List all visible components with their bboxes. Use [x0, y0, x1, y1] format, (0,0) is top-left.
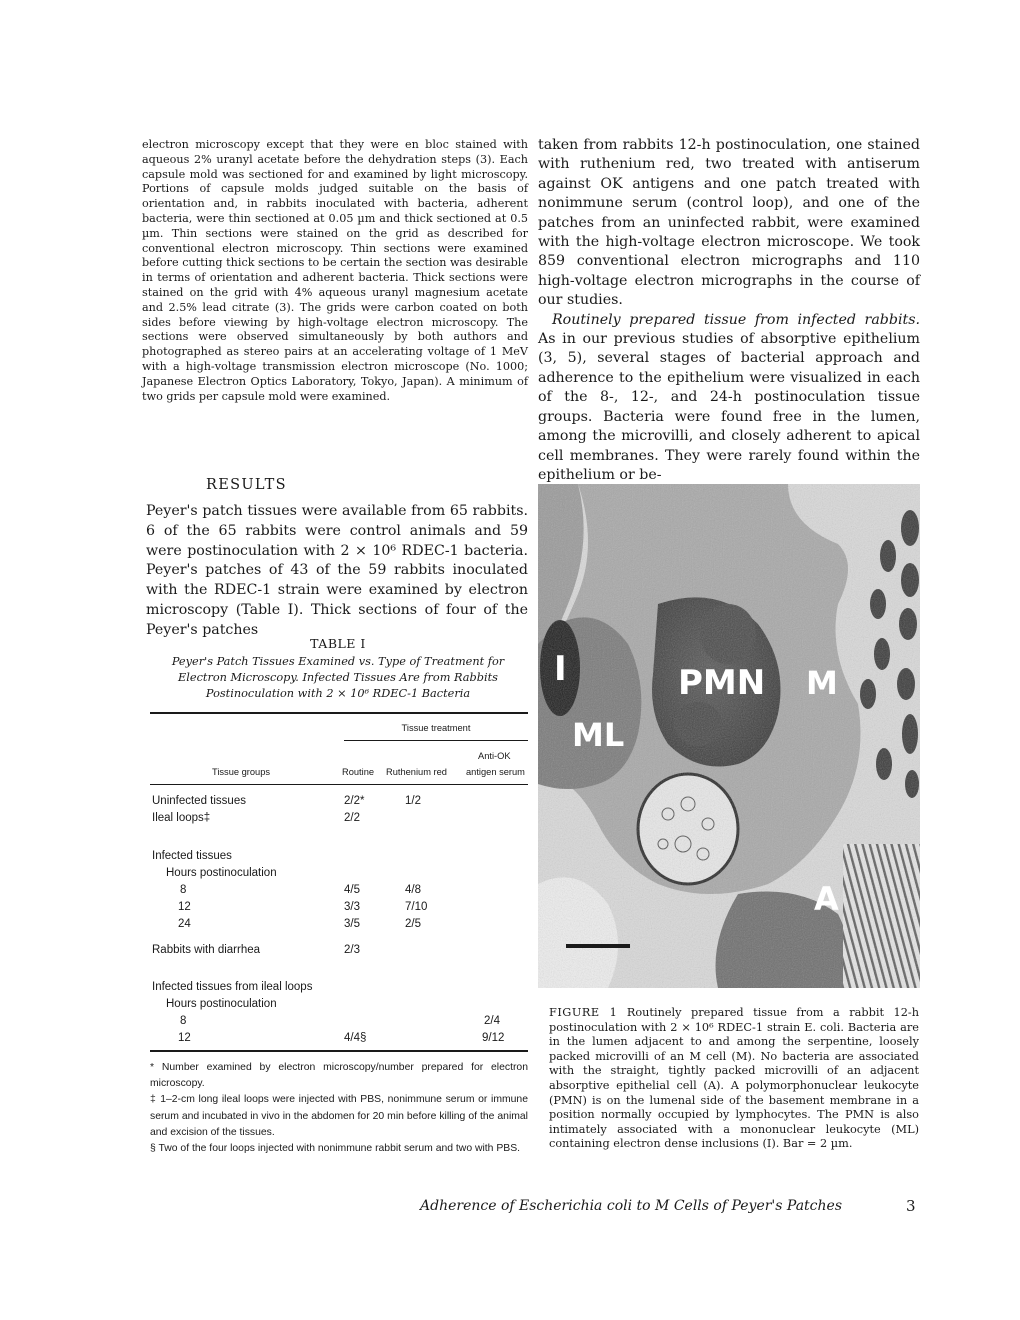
label-absorptive-cell: A [814, 880, 839, 918]
row-label: Hours postinoculation [166, 867, 277, 879]
figure-1-micrograph [538, 484, 920, 988]
right-column-text [538, 136, 920, 485]
row-label: Ileal loops‡ [152, 812, 211, 824]
cell-anti-ok: 9/12 [482, 1032, 505, 1044]
row-label: Infected tissues [152, 850, 232, 862]
label-inclusion: I [554, 649, 567, 689]
cell-anti-ok: 2/4 [484, 1015, 500, 1027]
header-anti-ok-line2: antigen serum [466, 767, 525, 777]
table-bottom-rule [150, 1050, 528, 1052]
row-label: Infected tissues from ileal loops [152, 981, 313, 993]
cell-routine: 2/2 [344, 812, 360, 824]
results-paragraph: Peyer's patch tissues were available from 65 rabbits. 6 of the 65 rabbits were control animals and 59 were postinoculation with 2 × 10⁶ RDEC-1 bacteria. Peyer's patches of 43 of the 59 rabbits inoculated with the RDEC-1 strain were examined by electron microscopy (Table I). Thick sections of four of the Peyer's patches [146, 503, 528, 638]
header-anti-ok-line1: Anti-OK [478, 751, 511, 761]
row-label: Rabbits with diarrhea [152, 944, 261, 956]
paragraph-routine-tissue [538, 311, 920, 486]
running-title: Adherence of Escherichia coli to M Cells of Peyer's Patches [420, 1198, 843, 1214]
figure-caption [549, 1006, 919, 1152]
cell-routine: 2/3 [344, 944, 360, 956]
cell-ruthenium: 1/2 [405, 795, 421, 807]
row-label: Uninfected tissues [152, 795, 246, 807]
table-spanner-rule [344, 740, 528, 741]
cell-ruthenium: 2/5 [405, 918, 421, 930]
page-number: 3 [906, 1197, 916, 1215]
header-ruthenium-red: Ruthenium red [386, 767, 447, 777]
table-spanner-header: Tissue treatment [401, 723, 471, 733]
paragraph-high-voltage: taken from rabbits 12-h postinoculation, one stained with ruthenium red, two treated with antiserum against OK antigens and one patch treated with nonimmune serum (control loop), and one of the patches from an uninfected rabbit, were examined with the high-voltage electron microscope. We took 859 conventional electron micrographs and 110 high-voltage electron micrographs in the course of our studies. [538, 137, 920, 309]
cell-ruthenium: 4/8 [405, 884, 421, 896]
header-routine: Routine [342, 767, 375, 777]
label-pmn: PMN [678, 663, 766, 703]
runin-heading: Routinely prepared tissue from infected rabbits. [552, 311, 920, 328]
row-label: Hours postinoculation [166, 998, 277, 1010]
footnote-star: * Number examined by electron microscopy/number prepared for electron microscopy. [150, 1062, 528, 1090]
results-heading: RESULTS [206, 477, 287, 493]
cell-routine: 4/4§ [344, 1032, 367, 1044]
cell-routine: 4/5 [344, 884, 360, 896]
label-ml: ML [572, 716, 625, 754]
table-footnotes [150, 1060, 528, 1157]
table-top-rule [150, 712, 528, 714]
table-title: TABLE I [310, 636, 366, 651]
row-label: 12 [178, 1032, 191, 1044]
cell-ruthenium: 7/10 [405, 901, 428, 913]
cell-routine: 3/3 [344, 901, 360, 913]
header-tissue-groups: Tissue groups [212, 767, 271, 777]
table-header-rule [150, 784, 528, 785]
table-caption: Peyer's Patch Tissues Examined vs. Type of Treatment for Electron Microscopy. Infected Tissues Are from Rabbits Postinoculation with 2 × 10⁶ RDEC-1 Bacteria [171, 655, 505, 700]
scale-bar [566, 944, 630, 948]
figure-caption-text: Routinely prepared tissue from a rabbit 12-h postinoculation with 2 × 10⁶ RDEC-1 strain E. coli. Bacteria are in the lumen adjacent to and among the serpentine, loosely packed microvilli of an M cell (M). No bacteria are associated with the straight, tightly packed microvilli of an adjacent absorptive epithelial cell (A). A polymorphonuclear leukocyte (PMN) is on the lumenal side of the basement membrane in a position normally occupied by lymphocytes. The PMN is also intimately associated with a mononuclear leukocyte (ML) containing electron dense inclusions (I). Bar = 2 µm. [549, 1006, 919, 1151]
footnote-dagger: ‡ 1–2-cm long ileal loops were injected with PBS, nonimmune serum or immune serum and incubated in vivo in the abdomen for 20 min before killing of the animal and excision of the tissues. [150, 1094, 528, 1138]
methods-paragraph: electron microscopy except that they were en bloc stained with aqueous 2% uranyl acetate before the dehydration steps (3). Each capsule mold was sectioned for and examined by light microscopy. Portions of capsule molds judged suitable on the basis of orientation and, in rabbits inoculated with bacteria, adherent bacteria, were thin sectioned at 0.05 µm and thick sectioned at 0.5 µm. Thin sections were stained on the grid as described for conventional electron microscopy. Thin sections were examined before cutting thick sections to be certain the section was desirable in terms of orientation and adherent bacteria. Thick sections were stained on the grid with 4% aqueous uranyl magnesium acetate and 2.5% lead citrate (3). The grids were carbon coated on both sides before viewing by high-voltage electron microscopy. The sections were observed simultaneously by both authors and photographed as stereo pairs at an accelerating voltage of 1 MeV with a high-voltage transmission electron microscope (No. 1000; Japanese Electron Optics Laboratory, Tokyo, Japan). A minimum of two grids per capsule mold were examined. [142, 138, 528, 403]
row-label: 8 [180, 1015, 187, 1027]
figure-caption-label: FIGURE 1 [549, 1006, 618, 1019]
paragraph-routine-body: As in our previous studies of absorptive epithelium (3, 5), several stages of bacterial approach and adherence to the epithelium were visualized in each of the 8-, 12-, and 24-h postinoculation tissue groups. Bacteria were found free in the lumen, among the microvilli, and closely adherent to apical cell membranes. They were rarely found within the epithelium or be- [538, 331, 920, 483]
row-label: 12 [178, 901, 191, 913]
cell-routine: 3/5 [344, 918, 360, 930]
cell-routine: 2/2* [344, 795, 365, 807]
label-m-cell: M [806, 664, 838, 702]
row-label: 8 [180, 884, 187, 896]
row-label: 24 [178, 918, 191, 930]
footnote-section: § Two of the four loops injected with nonimmune rabbit serum and two with PBS. [150, 1143, 521, 1155]
